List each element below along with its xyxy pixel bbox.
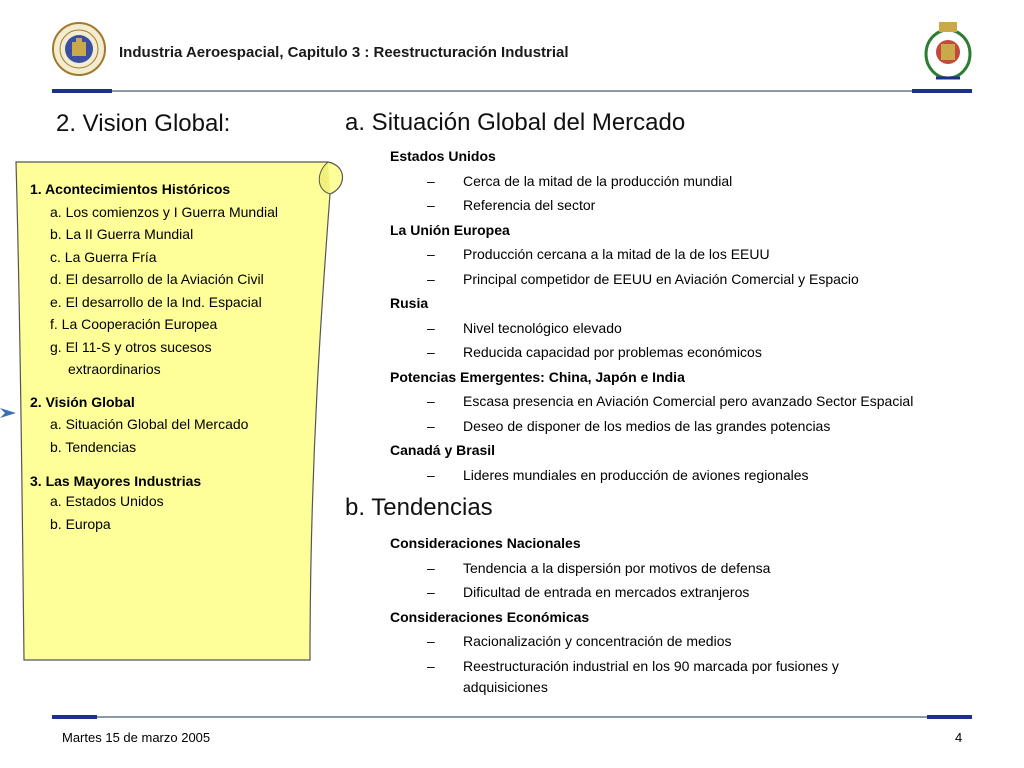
chapter-navigation	[30, 178, 320, 535]
nav-group-2-title[interactable]: 2. Visión Global	[30, 393, 135, 410]
group-heading: Estados Unidos	[390, 148, 496, 164]
list-item: – Cerca de la mitad de la producción mundial	[427, 172, 733, 189]
group-heading: Potencias Emergentes: China, Japón e India	[390, 368, 685, 385]
list-item: – Producción cercana a la mitad de la de los EEUU	[427, 246, 770, 262]
nav-item-situacion-global[interactable]: a. Situación Global del Mercado	[50, 416, 249, 432]
nav-item-aviacion-civil[interactable]: d. El desarrollo de la Aviación Civil	[50, 271, 264, 287]
group-heading: Consideraciones Económicas	[390, 608, 590, 625]
list-item: – Reestructuración industrial en los 90 marcada por fusiones y adquisiciones	[427, 657, 839, 695]
nav-item-ind-espacial[interactable]: e. El desarrollo de la Ind. Espacial	[50, 293, 262, 310]
list-item: – Racionalización y concentración de medios	[427, 633, 732, 649]
nav-item-tendencias[interactable]: b. Tendencias	[50, 438, 137, 455]
page-number: 4	[955, 730, 963, 745]
nav-item-11s[interactable]: g. El 11-S y otros sucesos	[50, 338, 212, 355]
group-heading: Rusia	[390, 295, 429, 311]
group-heading: Consideraciones Nacionales	[390, 535, 581, 551]
list-item: – Principal competidor de EEUU en Aviación Comercial y Espacio	[427, 270, 859, 287]
section-b-heading: b. Tendencias	[345, 494, 493, 521]
group-heading: Canadá y Brasil	[390, 442, 496, 458]
current-section-arrow-icon	[0, 404, 18, 422]
list-item: – Dificultad de entrada en mercados extranjeros	[427, 584, 750, 600]
section-a-heading: a. Situación Global del Mercado	[345, 109, 686, 136]
list-item: – Deseo de disponer de los medios de las grandes potencias	[427, 417, 831, 434]
list-item: – Tendencia a la dispersión por motivos de defensa	[427, 559, 771, 576]
nav-item-guerra-fria[interactable]: c. La Guerra Fría	[50, 248, 157, 265]
nav-item-europa[interactable]: b. Europa	[50, 515, 111, 532]
crest-logo	[922, 18, 974, 84]
nav-item-ii-guerra[interactable]: b. La II Guerra Mundial	[50, 226, 194, 242]
group-heading: La Unión Europea	[390, 221, 510, 238]
footer-divider	[52, 716, 972, 718]
list-item: – Lideres mundiales en producción de aviones regionales	[427, 466, 809, 483]
nav-item-cooperacion[interactable]: f. La Cooperación Europea	[50, 316, 218, 332]
nav-item-comienzos[interactable]: a. Los comienzos y I Guerra Mundial	[50, 203, 278, 220]
nav-item-estados-unidos[interactable]: a. Estados Unidos	[50, 493, 164, 509]
nav-group-1-title[interactable]: 1. Acontecimientos Históricos	[30, 181, 231, 197]
list-item: – Nivel tecnológico elevado	[427, 319, 622, 336]
header-divider	[52, 90, 972, 92]
header-title: Industria Aeroespacial, Capitulo 3 : Reestructuración Industrial	[119, 44, 569, 61]
nav-item-11s-continued[interactable]: extraordinarios	[68, 361, 161, 377]
main-content	[345, 108, 1017, 698]
list-item: – Reducida capacidad por problemas económicos	[427, 344, 762, 360]
list-item: – Escasa presencia en Aviación Comercial pero avanzado Sector Espacial	[427, 393, 914, 409]
list-item: – Referencia del sector	[427, 197, 596, 213]
footer-date: Martes 15 de marzo 2005	[62, 730, 211, 745]
nav-group-3-title[interactable]: 3. Las Mayores Industrias	[30, 473, 202, 489]
university-seal-logo	[52, 22, 106, 76]
section-title: 2. Vision Global:	[56, 110, 231, 137]
